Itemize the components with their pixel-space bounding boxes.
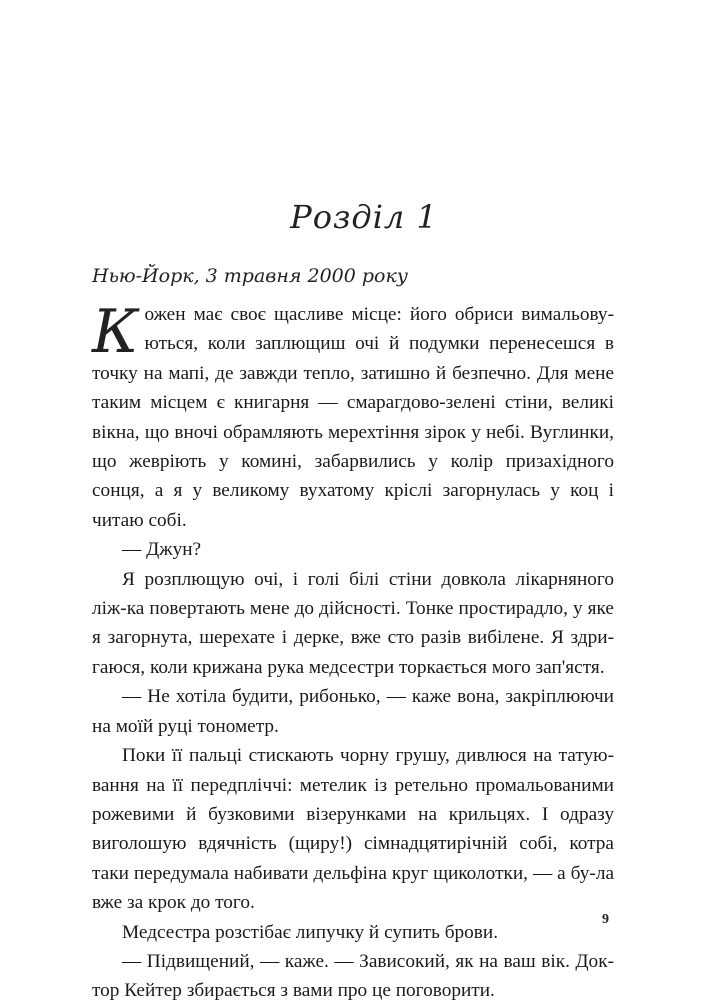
- page-number: 9: [602, 912, 609, 927]
- body-text: [92, 297, 614, 1006]
- paragraph-4: — Не хотіла будити, рибонько, — каже вона, закріплюючи на моїй руці тонометр.: [92, 686, 614, 737]
- drop-cap: К: [92, 297, 139, 367]
- paragraph-5: Поки її пальці стискають чорну грушу, дивлюся на татую-вання на її передпліччі: метелик із ретельно промальованими рожевими й бузковими візерунками на крильцях. І одразу виголошую вдячність (щиру!) сімнадцятирічній собі, котра таки передумала набивати дельфіна круг щиколотки, — а бу-ла вже за крок до того.: [92, 745, 614, 914]
- paragraph-7: — Підвищений, — каже. — Зависокий, як на ваш вік. Док-тор Кейтер збирається з вами про це поговорити.: [92, 950, 614, 1002]
- paragraph-6: Медсестра розстібає липучку й супить брови.: [122, 921, 499, 943]
- paragraph-3: Я розплющую очі, і голі білі стіни довкола лікарняного ліж-ка повертають мене до дійсності. Тонке простирадло, у яке я загорнута, шерехате і дерке, вже сто разів вибілене. Я здри-гаюся, коли крижана рука медсестри торкається мого зап'ястя.: [92, 568, 614, 678]
- paragraph-1-text: ожен має своє щасливе місце: його обриси вимальову-ються, коли заплющиш очі й подумки перенесешся в точку на мапі, де завжди тепло, затишно й безпечно. Для мене таким місцем є книгарня — смарагдово-зелені стіни, великі вікна, що вночі обрамляють мерехтіння зірок у небі. Вуглинки, що жевріють у комині, забарвились у колір призахідного сонця, а я у великому вухатому кріслі загорнулась у коц і читаю собі.: [92, 304, 614, 531]
- chapter-dateline: Нью-Йорк, 3 травня 2000 року: [92, 265, 408, 287]
- paragraph-2: — Джун?: [122, 539, 202, 561]
- chapter-title: Розділ 1: [290, 198, 438, 236]
- paragraph-1: [92, 297, 614, 535]
